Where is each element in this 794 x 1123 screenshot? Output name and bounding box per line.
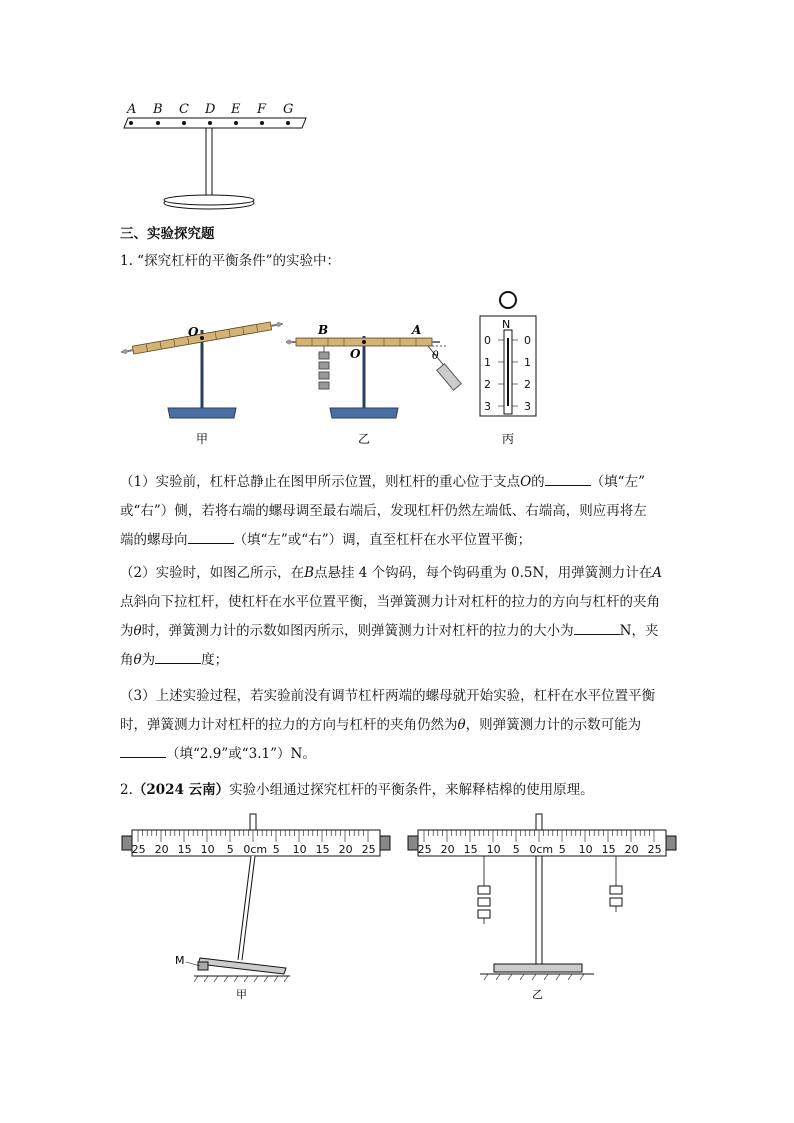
point-label-f: F [257, 102, 267, 117]
q1-part3-line1: （3）上述实验过程，若实验前没有调节杠杆两端的螺母就开始实验，杠杆在水平位置平衡 [120, 688, 656, 704]
fig-bing-tick-1-right: 1 [524, 356, 531, 369]
ruler-label: 25 [361, 843, 376, 856]
q1-part1-line2: 或“右”）侧，若将右端的螺母调至最右端后，发现杠杆仍然左端低、右端高，则应再将左 [120, 503, 647, 519]
answer-blank-3[interactable] [574, 622, 620, 635]
lever-points-figure [116, 100, 316, 212]
ruler-label: 0cm [243, 843, 268, 856]
ruler-label: 10 [292, 843, 307, 856]
point-label-g: G [283, 102, 294, 117]
q1-part2-line4: 角θ为 度； [120, 652, 229, 668]
answer-blank-5[interactable] [120, 745, 166, 758]
fig-yi-label-o: O [350, 347, 361, 361]
fig-yi-label-a: A [412, 323, 422, 337]
point-label-e: E [231, 102, 241, 117]
q2-stem: 2.（2024 云南）实验小组通过探究杠杆的平衡条件，来解释桔槔的使用原理。 [120, 782, 594, 798]
point-label-a: A [127, 102, 137, 117]
ruler-label: 0cm [529, 843, 554, 856]
fig-bing-caption: 丙 [502, 432, 515, 446]
fig-q2-yi-caption: 乙 [532, 988, 543, 1001]
answer-blank-4[interactable] [155, 651, 201, 664]
ruler-label: 5 [272, 843, 280, 856]
fig-q2-jia-caption: 甲 [236, 988, 247, 1001]
fig-bing-unit: N [502, 318, 511, 331]
section-heading: 三、实验探究题 [120, 226, 215, 242]
fig-bing-tick-3-right: 3 [524, 400, 531, 413]
figure-jia-lever [121, 320, 284, 446]
ruler-label: 20 [624, 843, 639, 856]
ruler-label: 10 [200, 843, 215, 856]
answer-blank-1[interactable] [545, 473, 591, 486]
q1-part1-line3: 端的螺母向 （填“左”或“右”）调，直至杠杆在水平位置平衡； [120, 532, 532, 548]
ruler-label: 20 [338, 843, 353, 856]
q1-part1-line1: （1）实验前，杠杆总静止在图甲所示位置，则杠杆的重心位于支点O的 （填“左” [120, 474, 645, 490]
ruler-label: 15 [315, 843, 330, 856]
figure-yi-lever [286, 323, 461, 446]
ruler-label: 25 [417, 843, 432, 856]
fig-bing-tick-3-left: 3 [484, 400, 491, 413]
answer-blank-2[interactable] [188, 531, 234, 544]
fig-bing-tick-0-left: 0 [484, 334, 491, 347]
fig-yi-label-theta: θ [432, 349, 439, 362]
ruler-label: 5 [558, 843, 566, 856]
fig-jia-label-o: O [188, 325, 199, 339]
ruler-label: 15 [463, 843, 478, 856]
fig-jia-caption: 甲 [196, 432, 209, 446]
q1-intro: 1. “探究杠杆的平衡条件”的实验中： [120, 253, 340, 269]
ruler-label: 15 [177, 843, 192, 856]
q1-figures [118, 288, 548, 450]
fig-bing-tick-2-right: 2 [524, 378, 531, 391]
ruler-label: 25 [131, 843, 146, 856]
point-label-d: D [205, 102, 216, 117]
q1-part2-line3: 为θ时，弹簧测力计的示数如图丙所示，则弹簧测力计对杠杆的拉力的大小为 N，夹 [120, 623, 659, 639]
q1-part2-line1: （2）实验时，如图乙所示，在B点悬挂 4 个钩码，每个钩码重为 0.5N，用弹簧测力计在A [120, 565, 663, 581]
ruler-label: 10 [578, 843, 593, 856]
q1-part3-line2: 时，弹簧测力计对杠杆的拉力的方向与杠杆的夹角仍然为θ，则弹簧测力计的示数可能为 [120, 717, 642, 733]
fig-bing-tick-0-right: 0 [524, 334, 531, 347]
point-label-b: B [153, 102, 163, 117]
fig-yi-caption: 乙 [358, 432, 371, 446]
fig-bing-tick-1-left: 1 [484, 356, 491, 369]
q1-part3-line3: （填“2.9”或“3.1”）N。 [120, 742, 316, 762]
ruler-label: 20 [154, 843, 169, 856]
q2-figures [118, 812, 678, 1002]
ruler-label: 20 [440, 843, 455, 856]
ruler-label: 25 [647, 843, 662, 856]
ruler-label: 15 [601, 843, 616, 856]
fig-jia-label-m: M [175, 954, 185, 967]
figure-bing-spring-scale [480, 292, 536, 446]
q1-part2-line2: 点斜向下拉杠杆，使杠杆在水平位置平衡，当弹簧测力计对杠杆的拉力的方向与杠杆的夹角 [120, 594, 660, 610]
fig-bing-tick-2-left: 2 [484, 378, 491, 391]
ruler-label: 10 [486, 843, 501, 856]
ruler-label: 5 [226, 843, 234, 856]
fig-yi-label-b: B [318, 323, 329, 337]
ruler-label: 5 [512, 843, 520, 856]
point-label-c: C [179, 102, 189, 117]
